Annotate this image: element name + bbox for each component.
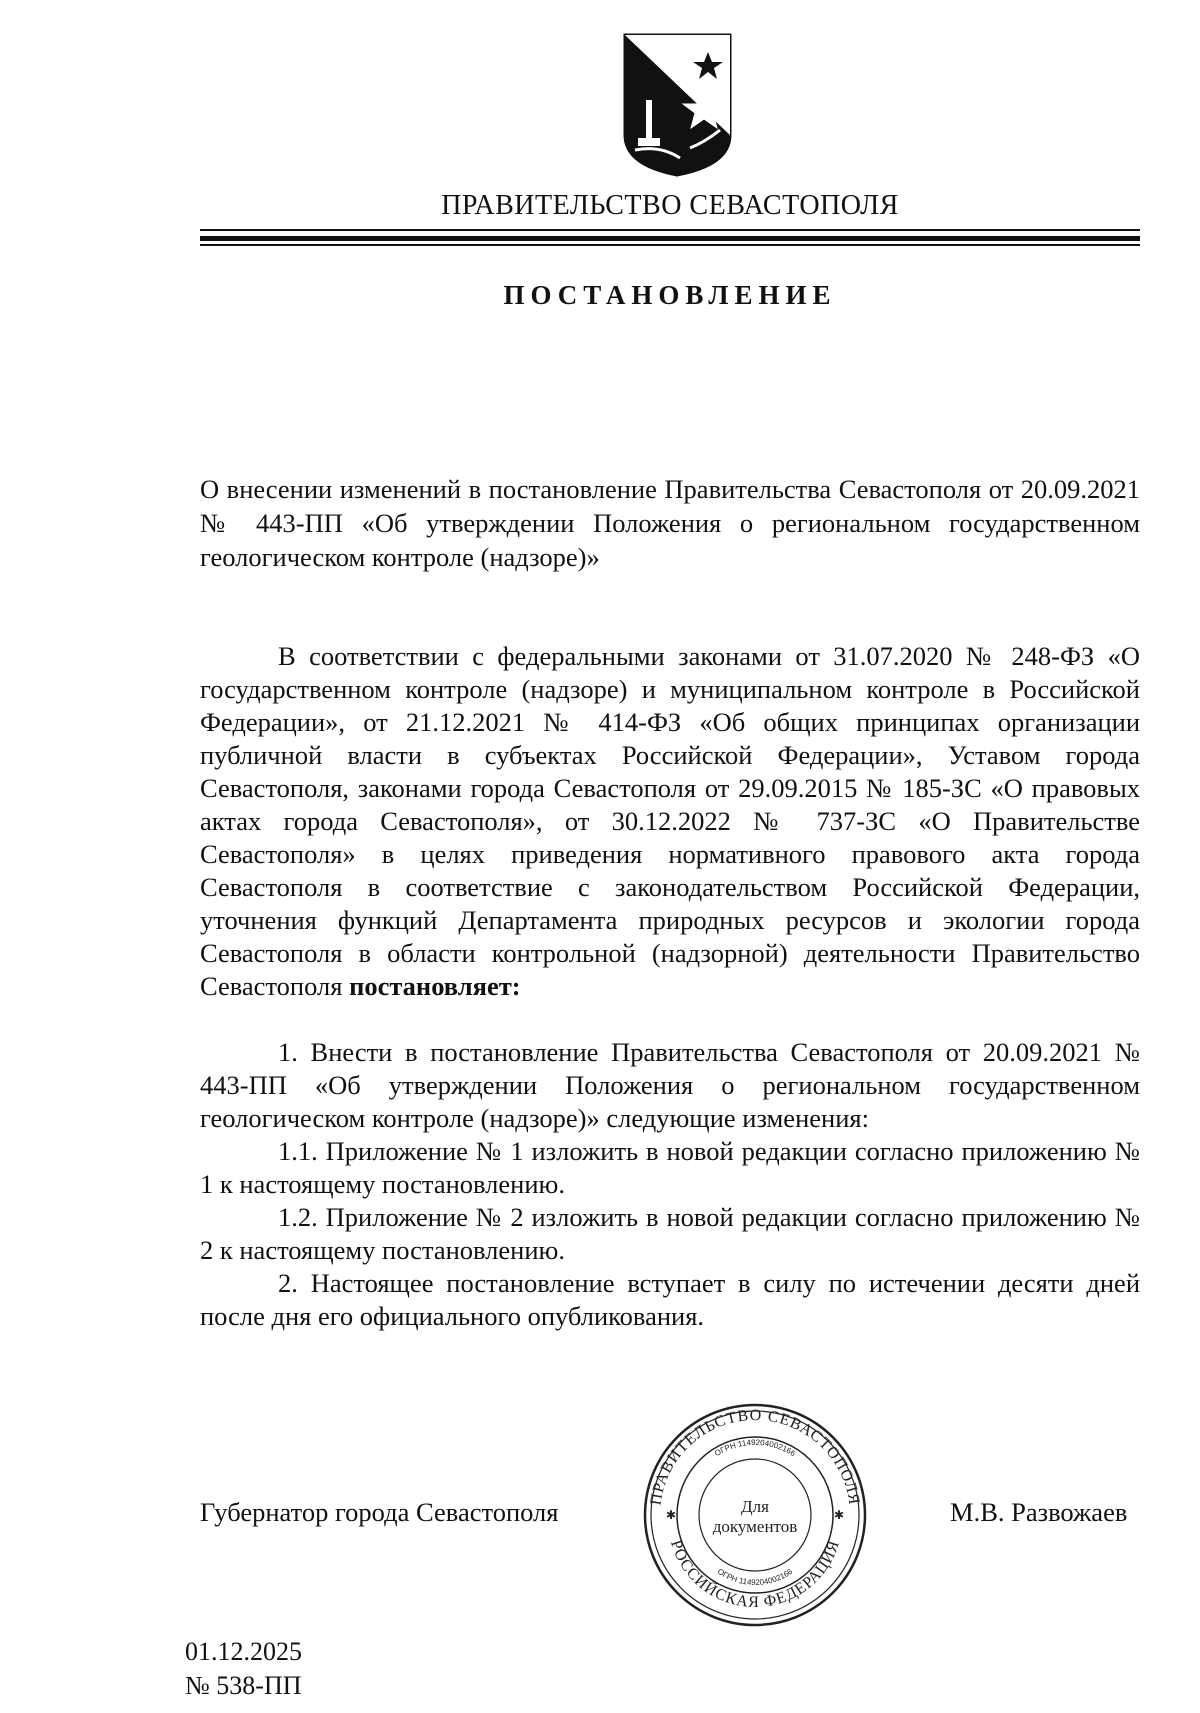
signatory-position: Губернатор города Севастополя [200,1497,559,1527]
seal-star-left-icon: ✱ [666,1508,677,1522]
seal-star-right-icon: ✱ [834,1508,845,1522]
document-number: № 538-ПП [185,1671,302,1700]
coat-of-arms-emblem [620,30,735,180]
svg-text:РОССИЙСКАЯ ФЕДЕРАЦИЯ [667,1538,843,1611]
document-date-number [185,1635,302,1703]
header-divider-thin [200,244,1140,246]
document-date: 01.12.2025 [185,1637,302,1666]
svg-text:ПРАВИТЕЛЬСТВО СЕВАСТОПОЛЯ [647,1407,862,1506]
preamble-paragraph [200,640,1140,1003]
document-body [200,640,1140,1333]
header-divider-top [200,229,1140,231]
svg-text:ОГРН 1149204002166 [713,1438,798,1458]
preamble-text: В соответствии с федеральными законами от 31.07.2020 № 248-ФЗ «О государственном контроле (надзоре) и муниципальном контроле в Российской Федерации», от 21.12.2021 № 414-ФЗ «Об общих принципах организации публичной власти в субъектах Российской Федерации», Уставом города Севастополя, законами города Севастополя от 29.09.2015 № 185-ЗС «О правовых актах города Севастополя», от 30.12.2022 № 737-ЗС «О Правительстве Севастополя» в целях приведения нормативного правового акта города Севастополя в соответствие с законодательством Российской Федерации, уточнения функций Департамента природных ресурсов и экологии города Севастополя в области контрольной (надзорной) деятельности Правительство Севастополя [200,641,1140,1001]
seal-inner-bottom-text: ОГРН 1149204002166 [715,1566,795,1588]
seal-center-line2: документов [712,1517,798,1536]
official-seal-stamp [640,1400,870,1630]
item-1-1-paragraph: 1.1. Приложение № 1 изложить в новой редакции согласно приложению № 1 к настоящему постановлению. [200,1136,1140,1199]
seal-inner-top-text: ОГРН 1149204002166 [712,1437,798,1459]
seal-outer-top-text: ПРАВИТЕЛЬСТВО СЕВАСТОПОЛЯ [647,1406,863,1507]
signatory-name: М.В. Развожаев [950,1497,1128,1527]
svg-text:ОГРН 1149204002166 [716,1567,795,1587]
item-2-paragraph: 2. Настоящее постановление вступает в силу по истечении десяти дней после дня его официального опубликования. [200,1268,1140,1331]
resolves-word: постановляет: [349,971,521,1001]
document-type-title: ПОСТАНОВЛЕНИЕ [503,280,837,310]
seal-outer-bottom-text: РОССИЙСКАЯ ФЕДЕРАЦИЯ [666,1537,844,1612]
header-divider-thick [200,236,1140,241]
organization-name: ПРАВИТЕЛЬСТВО СЕВАСТОПОЛЯ [441,190,899,221]
document-subject: О внесении изменений в постановление Правительства Севастополя от 20.09.2021 № 443-ПП «Об утверждении Положения о региональном государственном геологическом контроле (надзоре)» [200,474,1140,572]
item-1-paragraph: 1. Внести в постановление Правительства Севастополя от 20.09.2021 № 443-ПП «Об утверждении Положения о региональном государственном геологическом контроле (надзоре)» следующие изменения: [200,1037,1140,1133]
item-1-2-paragraph: 1.2. Приложение № 2 изложить в новой редакции согласно приложению № 2 к настоящему постановлению. [200,1202,1140,1265]
seal-center-line1: Для [741,1497,769,1516]
